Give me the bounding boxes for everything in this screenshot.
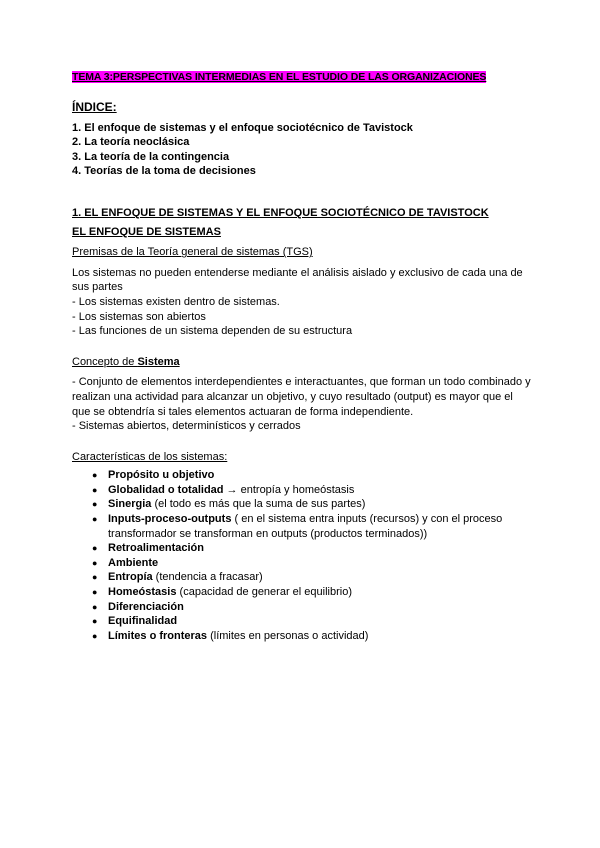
list-item <box>72 512 532 541</box>
premisas-line: - Los sistemas son abiertos <box>72 310 206 323</box>
item-bold: Diferenciación <box>108 600 184 613</box>
bullet-icon: ● <box>92 572 98 583</box>
list-item <box>72 483 532 498</box>
caracteristicas-heading: Características de los sistemas: <box>72 450 228 463</box>
item-rest: (límites en personas o actividad) <box>207 629 369 642</box>
index-item: 4. Teorías de la toma de decisiones <box>72 165 256 178</box>
list-item <box>72 570 532 585</box>
index-list <box>72 121 532 179</box>
item-bold: Inputs-proceso-outputs <box>108 513 232 526</box>
section-title: 1. EL ENFOQUE DE SISTEMAS Y EL ENFOQUE SOCIOTÉCNICO DE TAVISTOCK <box>72 206 489 219</box>
index-item: 1. El enfoque de sistemas y el enfoque sociotécnico de Tavistock <box>72 121 413 134</box>
title-highlight: TEMA 3:PERSPECTIVAS INTERMEDIAS EN EL ESTUDIO DE LAS ORGANIZACIONES <box>72 71 487 83</box>
concepto-heading <box>72 355 532 370</box>
bullet-icon: ● <box>92 630 98 641</box>
bullet-icon: ● <box>92 587 98 598</box>
bullet-icon: ● <box>92 470 98 481</box>
list-item <box>72 497 532 512</box>
premisas-line: - Los sistemas existen dentro de sistemas. <box>72 295 280 308</box>
item-rest: → entropía y homeóstasis <box>223 483 355 496</box>
item-rest: (el todo es más que la suma de sus partes) <box>151 498 366 511</box>
index-item: 3. La teoría de la contingencia <box>72 150 230 163</box>
bullet-icon: ● <box>92 557 98 568</box>
list-item <box>72 600 532 615</box>
item-rest: (tendencia a fracasar) <box>152 571 263 584</box>
list-item <box>72 468 532 483</box>
item-bold: Sinergia <box>108 498 152 511</box>
concepto-line: - Conjunto de elementos interdependientes e interactuantes, que forman un todo combinado y realizan una actividad para alcanzar un objetivo, y cuyo resultado (output) es mayor que el que se obtendría si tales elementos actuaran de forma independiente. <box>72 376 531 418</box>
bullet-icon: ● <box>92 601 98 612</box>
list-item <box>72 556 532 571</box>
item-bold: Propósito u objetivo <box>108 469 215 482</box>
document-content <box>72 70 532 643</box>
concepto-heading-bold: Sistema <box>137 355 180 368</box>
item-rest: (capacidad de generar el equilibrio) <box>176 586 352 599</box>
section-subtitle: EL ENFOQUE DE SISTEMAS <box>72 225 221 238</box>
item-bold: Ambiente <box>108 556 159 569</box>
item-bold: Homeóstasis <box>108 586 177 599</box>
list-item <box>72 585 532 600</box>
item-bold: Equifinalidad <box>108 615 178 628</box>
item-bold: Globalidad o totalidad <box>108 483 224 496</box>
item-rest: ( en el sistema entra inputs (recursos) y con el proceso transformador se transforman en outputs (productos terminados)) <box>108 513 503 540</box>
bullet-icon: ● <box>92 543 98 554</box>
item-bold: Retroalimentación <box>108 542 204 555</box>
index-item: 2. La teoría neoclásica <box>72 136 190 149</box>
concepto-line: - Sistemas abiertos, determinísticos y cerrados <box>72 420 301 433</box>
premisas-line: Los sistemas no pueden entenderse mediante el análisis aislado y exclusivo de cada una de sus partes <box>72 266 523 294</box>
bullet-icon: ● <box>92 514 98 525</box>
caracteristicas-list <box>72 468 532 643</box>
item-bold: Límites o fronteras <box>108 629 208 642</box>
concepto-heading-prefix: Concepto de <box>72 355 138 368</box>
item-bold: Entropía <box>108 571 153 584</box>
list-item <box>72 629 532 644</box>
bullet-icon: ● <box>92 484 98 495</box>
premisas-line: - Las funciones de un sistema dependen de su estructura <box>72 325 353 338</box>
index-title: ÍNDICE: <box>72 100 117 114</box>
bullet-icon: ● <box>92 499 98 510</box>
bullet-icon: ● <box>92 616 98 627</box>
document-title <box>72 70 532 86</box>
premisas-heading: Premisas de la Teoría general de sistemas (TGS) <box>72 246 313 259</box>
list-item <box>72 541 532 556</box>
list-item <box>72 614 532 629</box>
